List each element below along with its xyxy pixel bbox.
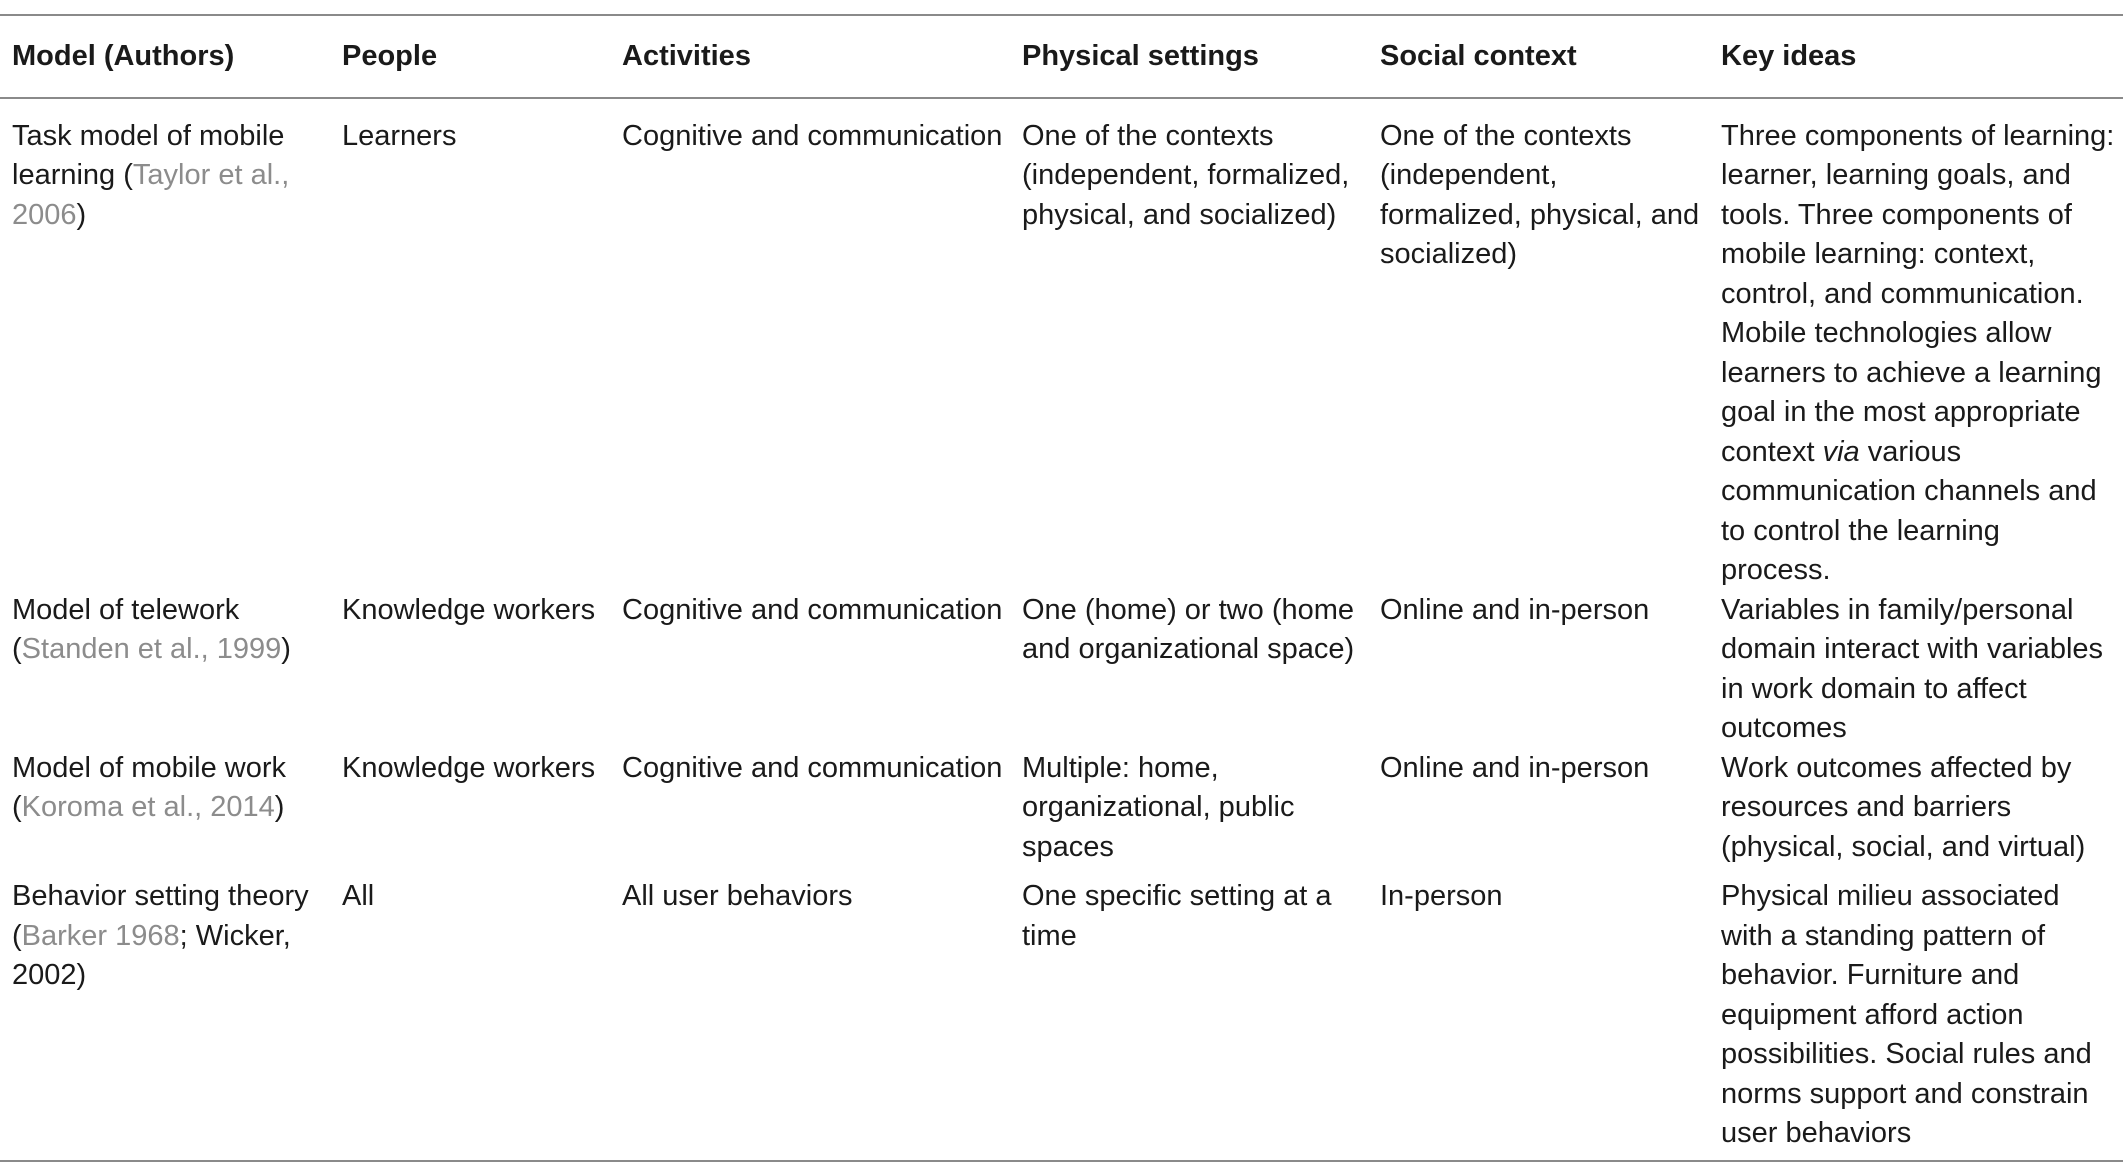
citation-link[interactable]: Taylor et al., 2006 <box>12 159 290 231</box>
paren-close: ) <box>274 791 285 823</box>
header-social-context: Social context <box>1380 40 1577 72</box>
key-ideas-text: Variables in family/personal domain interact with variables in work domain to affect outcomes <box>1721 593 2104 744</box>
header-activities: Activities <box>622 40 751 72</box>
table-row <box>0 749 2123 868</box>
cell-social-context: Online and in-person <box>1380 751 1650 784</box>
paren-close: ) <box>76 198 87 231</box>
header-row <box>0 15 2123 98</box>
cell-model <box>0 867 330 1161</box>
cell-key-ideas <box>1709 591 2123 749</box>
cell-model <box>0 591 330 749</box>
cell-activities: All user behaviors <box>622 880 853 912</box>
cell-physical-settings: Multiple: home, organizational, public spaces <box>1022 751 1295 863</box>
cell-people: All <box>342 880 375 912</box>
cell-physical-settings: One (home) or two (home and organizational space) <box>1022 593 1355 665</box>
key-ideas-text-end: various communication channels and to control the learning process. <box>1721 435 2097 586</box>
citation-extra: ; Wicker, 2002 <box>12 919 291 991</box>
model-comparison-table <box>0 14 2123 1162</box>
cell-people: Learners <box>342 119 457 152</box>
table-row <box>0 591 2123 749</box>
table-header <box>0 15 2123 98</box>
cell-people: Knowledge workers <box>342 593 596 626</box>
cell-social-context: One of the contexts (independent, formalized, physical, and socialized) <box>1380 119 1700 270</box>
citation-link[interactable]: Barker 1968 <box>21 919 180 952</box>
table-row <box>0 867 2123 1161</box>
citation-link[interactable]: Koroma et al., 2014 <box>21 791 275 823</box>
paren-close: ) <box>281 633 291 665</box>
key-ideas-text: Physical milieu associated with a standing pattern of behavior. Furniture and equipment afford action possibilities. Social rules and norms support and constrain user behaviors <box>1721 880 2092 1149</box>
cell-key-ideas <box>1709 749 2123 868</box>
cell-activities: Cognitive and communication <box>622 751 1003 784</box>
table-row <box>0 98 2123 591</box>
cell-activities: Cognitive and communication <box>622 593 1003 626</box>
table-body <box>0 98 2123 1161</box>
header-model-authors: Model (Authors) <box>12 40 235 72</box>
paren-close: ) <box>76 959 87 991</box>
cell-social-context: Online and in-person <box>1380 593 1650 626</box>
cell-activities: Cognitive and communication <box>622 119 1003 152</box>
citation-link[interactable]: Standen et al., 1999 <box>21 633 282 665</box>
model-name: Model of mobile work ( <box>12 751 286 823</box>
key-ideas-text: Three components of learning: learner, learning goals, and tools. Three components of mobile learning: context, control, and communication. Mobile technologies allow learners to achieve a learning goal in the most appropriate context <box>1721 119 2115 468</box>
cell-physical-settings: One specific setting at a time <box>1022 880 1332 952</box>
header-people: People <box>342 40 438 72</box>
model-comparison-table-container <box>0 14 2123 1162</box>
cell-social-context: In-person <box>1380 880 1503 912</box>
cell-model <box>0 749 330 868</box>
cell-model <box>0 98 330 591</box>
cell-key-ideas <box>1709 867 2123 1161</box>
header-key-ideas: Key ideas <box>1721 40 1857 72</box>
header-physical-settings: Physical settings <box>1022 40 1259 72</box>
cell-people: Knowledge workers <box>342 751 596 784</box>
key-ideas-text: Work outcomes affected by resources and barriers (physical, social, and virtual) <box>1721 751 2086 863</box>
cell-key-ideas <box>1709 98 2123 591</box>
model-name: Task model of mobile learning ( <box>12 119 285 191</box>
model-name: Model of telework ( <box>12 593 240 665</box>
key-ideas-emphasis: via <box>1822 435 1860 468</box>
model-name: Behavior setting theory ( <box>12 880 309 952</box>
cell-physical-settings: One of the contexts (independent, formalized, physical, and socialized) <box>1022 119 1350 231</box>
